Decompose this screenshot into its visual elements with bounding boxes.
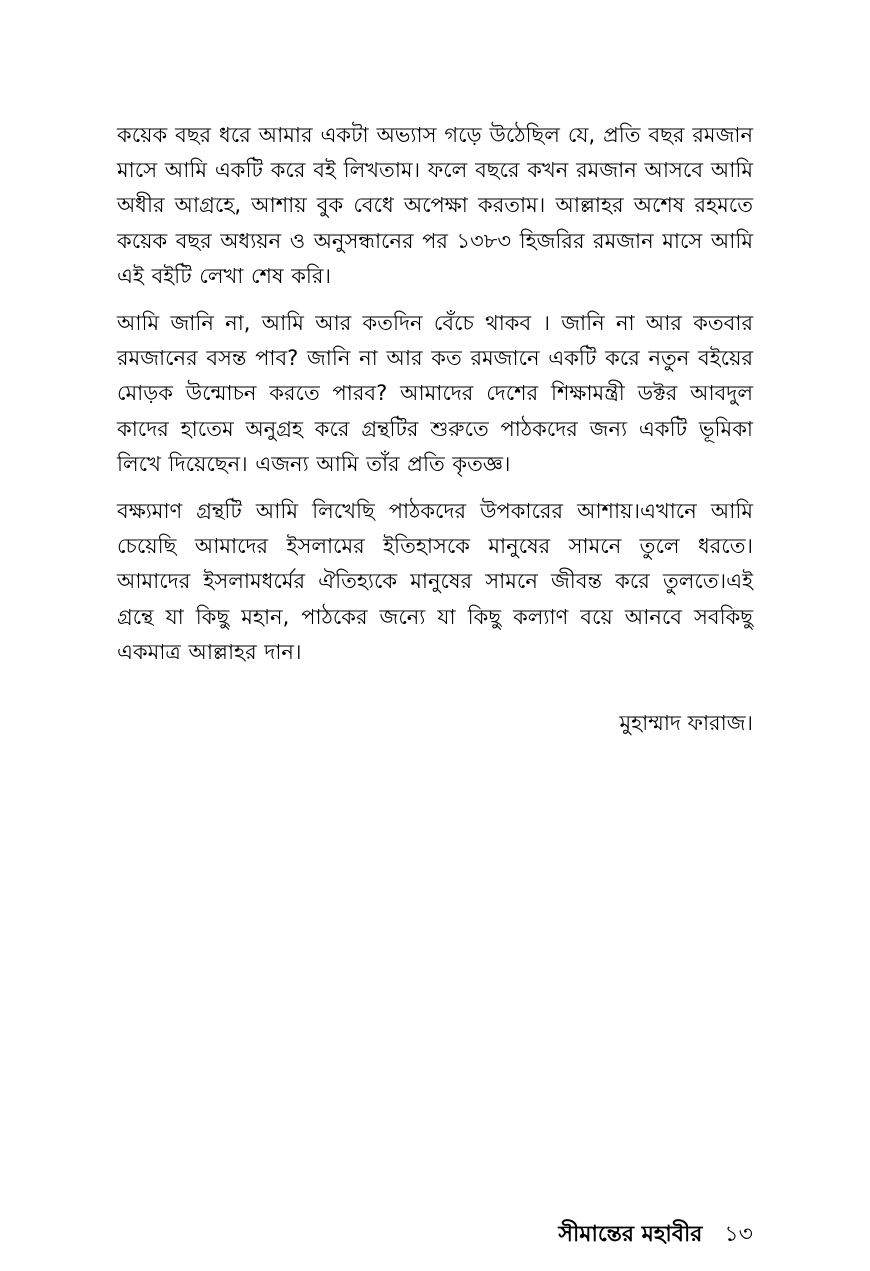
page-number: ১৩ — [724, 1222, 753, 1247]
page-footer — [558, 1218, 753, 1252]
paragraph-3: বক্ষ্যমাণ গ্রন্থটি আমি লিখেছি পাঠকদের উপকারের আশায়।এখানে আমি চেয়েছি আমাদের ইসলামের ইতিহাসকে মানুষের সামনে তুলে ধরতে। আমাদের ইসলামধর্মের ঐতিহ্যকে মানুষের সামনে জীবন্ত করে তুলতে।এই গ্রন্থে যা কিছু মহান, পাঠকের জন্যে যা কিছু কল্যাণ বয়ে আনবে সবকিছু একমাত্র আল্লাহর দান। — [117, 499, 753, 664]
author-signature: মুহাম্মাদ ফারাজ। — [619, 711, 753, 735]
paragraph-2: আমি জানি না, আমি আর কতদিন বেঁচে থাকব । জানি না আর কতবার রমজানের বসন্ত পাব? জানি না আর কত রমজানে একটি করে নতুন বইয়ের মোড়ক উন্মোচন করতে পারব? আমাদের দেশের শিক্ষামন্ত্রী ডক্টর আবদুল কাদের হাতেম অনুগ্রহ করে গ্রন্থটির শুরুতে পাঠকদের জন্য একটি ভূমিকা লিখে দিয়েছেন। এজন্য আমি তাঁর প্রতি কৃতজ্ঞ। — [117, 311, 753, 476]
body-text — [117, 118, 753, 682]
paragraph-1: কয়েক বছর ধরে আমার একটা অভ্যাস গড়ে উঠেছিল যে, প্রতি বছর রমজান মাসে আমি একটি করে বই লিখতাম। ফলে বছরে কখন রমজান আসবে আমি অধীর আগ্রহে, আশায় বুক বেধে অপেক্ষা করতাম। আল্লাহর অশেষ রহমতে কয়েক বছর অধ্যয়ন ও অনুসন্ধানের পর ১৩৮৩ হিজরির রমজান মাসে আমি এই বইটি লেখা শেষ করি। — [117, 123, 753, 288]
running-title: সীমান্তের মহাবীর — [558, 1222, 703, 1247]
